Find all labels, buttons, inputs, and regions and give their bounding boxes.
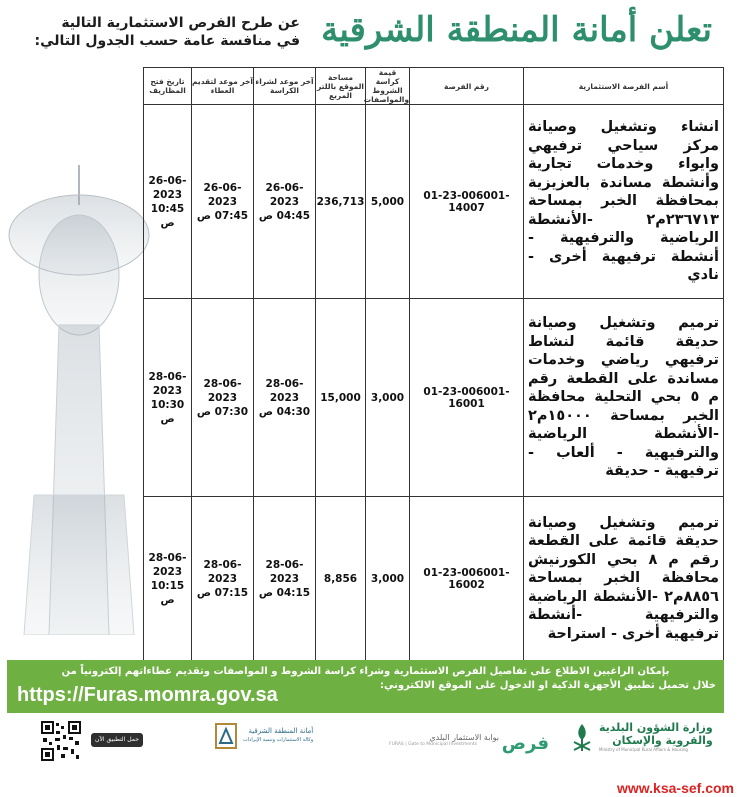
balady-sub: FURAS | Gate to Municipal Investments [389,742,477,747]
url-line [17,684,278,707]
open-date: 28-06-2023 [148,551,187,578]
site-area: 8,856 [316,497,366,661]
open-date: 28-06-2023 [148,370,187,397]
opportunity-description: انشاء وتشغيل وصيانة مركز سياحي ترفيهي وايواء وخدمات تجارية وأنشطة مساندة بالعزيزية بمحافظة الخبر بمساحة ٢٣٦٧١٣م٢ -الأنشطة الرياضية والترفيهية - أنشطة ترفيهية أخرى - نادي [524,105,724,299]
ministry-sub: Ministry of Municipal Rural Affairs & Housing [599,747,688,752]
submit-deadline [192,105,254,299]
header-name: أسم الفرصة الاستثمارية [524,68,724,105]
site-area: 236,713 [316,105,366,299]
booklet-fee: 3,000 [366,497,410,661]
opportunities-table [143,67,723,661]
subtitle [30,14,300,50]
saudi-emblem-icon [571,722,593,752]
open-time: 10:45 ص [150,202,185,229]
envelope-opening [144,105,192,299]
header-open: تاريخ فتح المظاريف [144,68,192,105]
opportunity-description: ترميم وتشغيل وصيانة حديقة قائمة لنشاط ترفيهي رياضي وخدمات مساندة على القطعة رقم م ٥ بحي التحلية محافظة الخبر بمساحة ١٥٠٠٠م٢ -الأنشطة الرياضية والترفيهية - ألعاب - ترفيهية - حديقة [524,299,724,497]
booklet-fee: 3,000 [366,299,410,497]
header-area: مساحة الموقع باللتر المربع [316,68,366,105]
qr-code-icon[interactable] [41,721,81,761]
purchase-deadline [254,299,316,497]
purchase-deadline [254,105,316,299]
opportunity-description: ترميم وتشغيل وصيانة حديقة قائمة على القطعة رقم م ٨ بحي الكورنيش محافظة الخبر بمساحة ٨٨٥٦م٢ -الأنشطة الرياضية والترفيهية -أنشطة ترفيهية أخرى - استراحة [524,497,724,661]
submit-date: 26-06-2023 [203,181,242,208]
table-header-row [144,68,724,105]
envelope-opening [144,299,192,497]
notice-line-1: بإمكان الراغبين الاطلاع على تفاصيل الفرص الاستثمارية وشراء كراسة الشروط و المواصفات وتقديم عطاءاتهم إلكترونياً من [61,666,670,677]
sharqia-logo-text: أمانة المنطقة الشرقية [248,727,314,735]
table-row [144,497,724,661]
header-number: رقم الفرصة [410,68,524,105]
header-submit: آخر موعد لتقديم العطاء [192,68,254,105]
open-date: 26-06-2023 [148,174,187,201]
submit-date: 28-06-2023 [203,558,242,585]
table-row [144,105,724,299]
water-tower-illustration [4,165,154,635]
header-fee: قيمة كراسة الشروط والمواصفات [363,68,409,104]
ministry-line-1: وزارة الشؤون البلدية [599,721,713,734]
opportunity-number: 01-23-006001-16001 [410,299,524,497]
table-row [144,299,724,497]
purchase-time: 04:45 ص [258,209,311,222]
purchase-date: 28-06-2023 [265,558,304,585]
open-time: 10:15 ص [150,579,185,606]
sharqia-logo [213,721,333,751]
submit-time: 07:30 ص [196,405,249,418]
balady-logo [389,733,499,747]
footer-logos [7,713,724,777]
open-time: 10:30 ص [150,398,185,425]
header-purchase: آخر موعد لشراء الكراسة [254,68,316,105]
main-title: تعلن أمانة المنطقة الشرقية [321,10,712,50]
purchase-deadline [254,497,316,661]
opportunity-number: 01-23-006001-14007 [410,105,524,299]
submit-time: 07:45 ص [196,209,249,222]
ministry-logo [571,721,721,752]
purchase-date: 26-06-2023 [265,181,304,208]
submit-date: 28-06-2023 [203,377,242,404]
sharqia-emblem-icon [213,721,239,751]
opportunity-number: 01-23-006001-16002 [410,497,524,661]
site-area: 15,000 [316,299,366,497]
submit-time: 07:15 ص [196,586,249,599]
website-watermark: www.ksa-sef.com [617,780,734,796]
notice-bar [7,660,724,713]
booklet-fee: 5,000 [366,105,410,299]
purchase-time: 04:30 ص [258,405,311,418]
purchase-time: 04:15 ص [258,586,311,599]
envelope-opening [144,497,192,661]
subtitle-line-2: في منافسة عامة حسب الجدول التالي: [34,33,300,49]
sharqia-logo-sub: وكالة الاستثمارات وتنمية الإيرادات [243,737,314,743]
subtitle-line-1: عن طرح الفرص الاستثمارية التالية [61,15,300,31]
website-url-link[interactable]: https://Furas.momra.gov.sa [17,684,278,706]
header [20,10,722,60]
balady-text: بوابة الاستثمار البلدي [429,733,499,742]
submit-deadline [192,497,254,661]
notice-line-2-text: خلال تحميل تطبيق الأجهزة الذكية او الدخول على الموقع الالكتروني: [379,680,716,691]
ministry-line-2: والقروية والإسكان [612,734,713,747]
furas-logo [501,733,549,754]
purchase-date: 28-06-2023 [265,377,304,404]
submit-deadline [192,299,254,497]
furas-text: فرص [501,733,549,754]
download-app-button[interactable]: حمل التطبيق الآن [91,733,143,747]
